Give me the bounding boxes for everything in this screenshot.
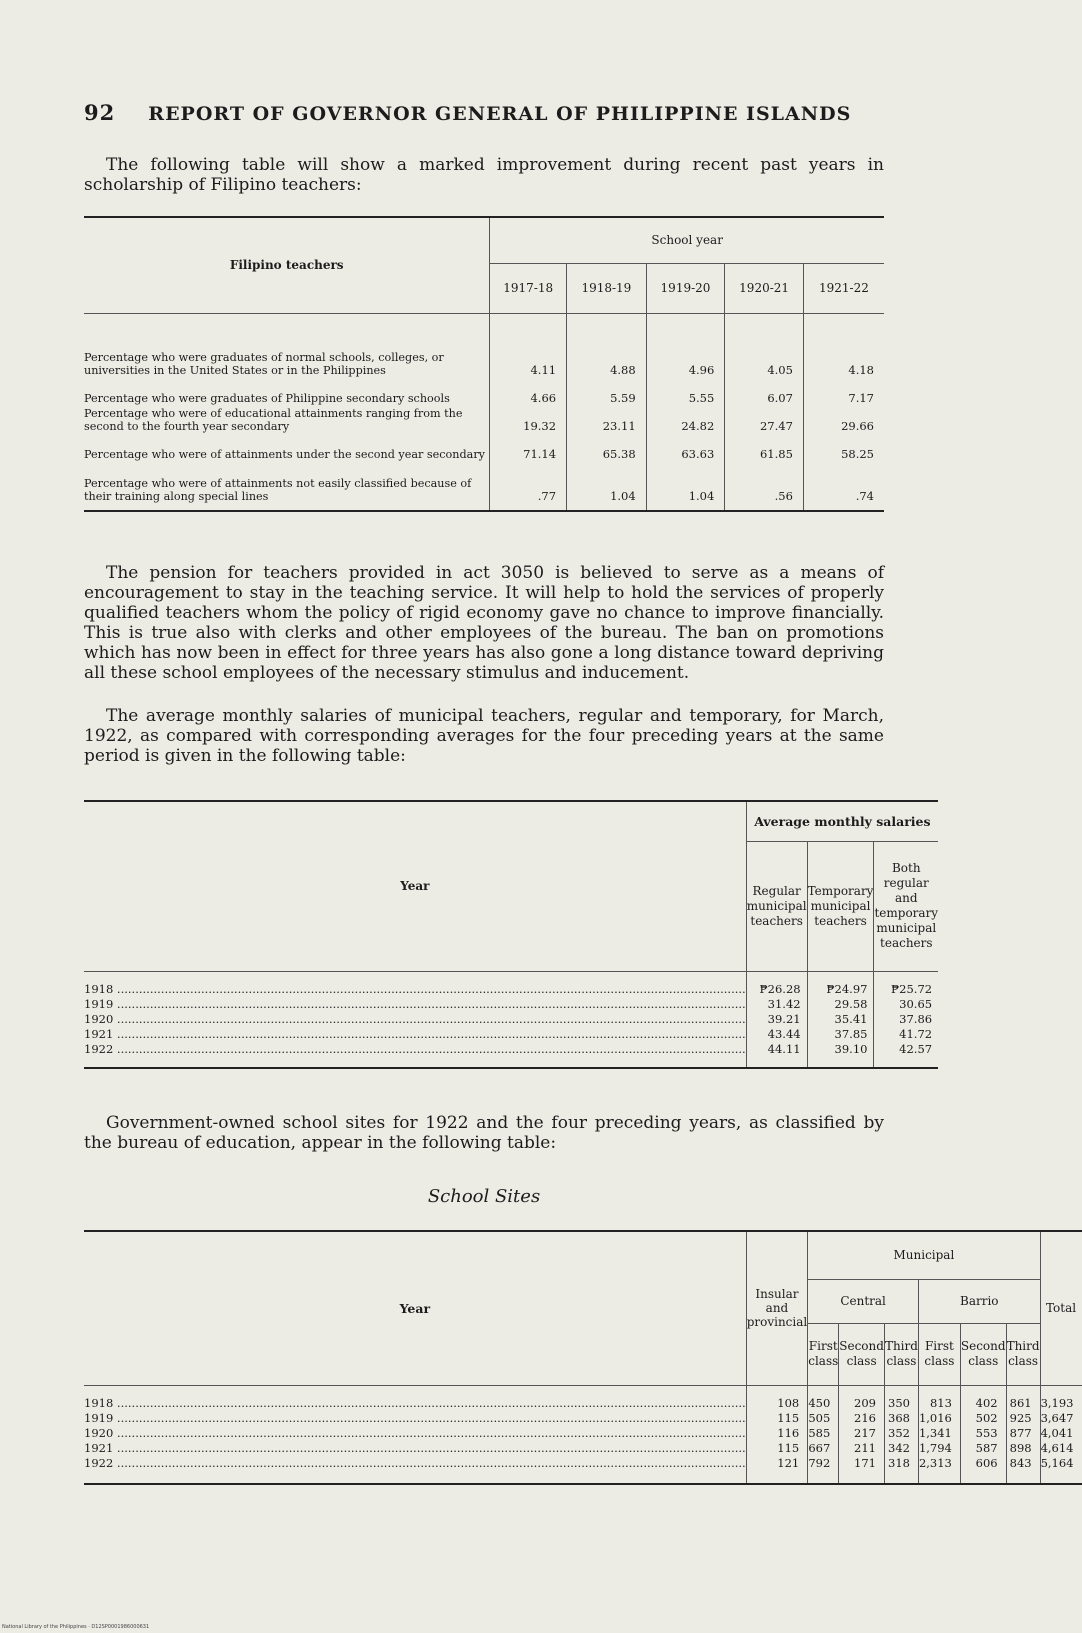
row-year: 1922 .....: [84, 1041, 746, 1056]
cell-value: 505: [808, 1410, 839, 1425]
cell-value: 352: [884, 1425, 918, 1440]
column-header: Regular municipal teachers: [746, 841, 807, 971]
cell-value: 4.66: [490, 377, 567, 405]
row-year: 1919 .....: [84, 996, 746, 1011]
cell-value: 4.18: [803, 327, 884, 377]
insular-header: Insular and provincial: [746, 1231, 808, 1385]
table-row: [84, 1425, 1082, 1440]
cell-value: 209: [839, 1395, 885, 1410]
cell-value: 37.85: [807, 1026, 874, 1041]
cell-value: 63.63: [646, 433, 725, 461]
cell-value: 37.86: [874, 1011, 938, 1026]
cell-value: .77: [490, 461, 567, 503]
year-header: 1918-19: [567, 263, 647, 313]
cell-value: 29.58: [807, 996, 874, 1011]
cell-value: 27.47: [725, 405, 804, 433]
table-row: [84, 1011, 938, 1026]
year-header: 1920-21: [725, 263, 804, 313]
cell-value: 4.05: [725, 327, 804, 377]
class-header: First class: [918, 1323, 960, 1385]
row-year: 1919 .....: [84, 1410, 746, 1425]
barrio-header: Barrio: [918, 1279, 1040, 1323]
cell-value: 1,341: [918, 1425, 960, 1440]
cell-value: 29.66: [803, 405, 884, 433]
stub-header: Filipino teachers: [84, 217, 490, 313]
cell-value: 1,016: [918, 1410, 960, 1425]
cell-value: 43.44: [746, 1026, 807, 1041]
cell-value: 71.14: [490, 433, 567, 461]
cell-value: 898: [1006, 1440, 1040, 1455]
cell-value: 24.82: [646, 405, 725, 433]
cell-value: 216: [839, 1410, 885, 1425]
cell-value: 792: [808, 1455, 839, 1470]
page-number: 92: [84, 100, 116, 125]
cell-value: 318: [884, 1455, 918, 1470]
table-row: [84, 996, 938, 1011]
row-year: 1922 .....: [84, 1455, 746, 1470]
row-year: 1920 .....: [84, 1011, 746, 1026]
cell-value: 350: [884, 1395, 918, 1410]
table-caption: School Sites: [427, 1186, 541, 1207]
cell-value: 108: [746, 1395, 808, 1410]
cell-value: 450: [808, 1395, 839, 1410]
year-header: Year: [84, 1231, 746, 1385]
cell-value: ₱26.28: [746, 981, 807, 996]
cell-value: 342: [884, 1440, 918, 1455]
cell-value: 3,193: [1040, 1395, 1081, 1410]
page-header: [84, 100, 884, 125]
cell-value: 667: [808, 1440, 839, 1455]
cell-value: 41.72: [874, 1026, 938, 1041]
cell-value: 35.41: [807, 1011, 874, 1026]
cell-value: 925: [1006, 1410, 1040, 1425]
table-row: [84, 981, 938, 996]
cell-value: 65.38: [567, 433, 647, 461]
cell-value: 115: [746, 1410, 808, 1425]
cell-value: 553: [960, 1425, 1006, 1440]
table-row: [84, 1026, 938, 1041]
intro-paragraph: The following table will show a marked improvement during recent past years in scholarship of Filipino teachers:: [84, 155, 884, 195]
row-year: 1921 .....: [84, 1440, 746, 1455]
year-header: 1919-20: [646, 263, 725, 313]
cell-value: 4,614: [1040, 1440, 1081, 1455]
cell-value: 4.11: [490, 327, 567, 377]
cell-value: 58.25: [803, 433, 884, 461]
cell-value: 116: [746, 1425, 808, 1440]
cell-value: 585: [808, 1425, 839, 1440]
cell-value: 843: [1006, 1455, 1040, 1470]
row-year: 1921 .....: [84, 1026, 746, 1041]
cell-value: 877: [1006, 1425, 1040, 1440]
row-label: Percentage who were of educational attainments ranging from the second to the fourth year secondary: [84, 407, 463, 433]
cell-value: 23.11: [567, 405, 647, 433]
cell-value: 3,647: [1040, 1410, 1081, 1425]
cell-value: ₱24.97: [807, 981, 874, 996]
cell-value: 44.11: [746, 1041, 807, 1056]
cell-value: 1,794: [918, 1440, 960, 1455]
cell-value: 2,313: [918, 1455, 960, 1470]
cell-value: 368: [884, 1410, 918, 1425]
cell-value: 19.32: [490, 405, 567, 433]
cell-value: 606: [960, 1455, 1006, 1470]
column-header: Both regular and temporary municipal teachers: [874, 841, 938, 971]
cell-value: 39.10: [807, 1041, 874, 1056]
cell-value: 4.96: [646, 327, 725, 377]
cell-value: ₱25.72: [874, 981, 938, 996]
cell-value: 42.57: [874, 1041, 938, 1056]
cell-value: 4.88: [567, 327, 647, 377]
average-salaries-header: Average monthly salaries: [746, 801, 938, 841]
school-year-header: School year: [490, 217, 884, 263]
table-row: [84, 377, 884, 405]
table-row: [84, 1455, 1082, 1470]
row-label: Percentage who were of attainments under the second year secondary: [84, 447, 486, 461]
running-title: REPORT OF GOVERNOR GENERAL OF PHILIPPINE ISLANDS: [148, 103, 852, 125]
table-row: [84, 1395, 1082, 1410]
cell-value: 61.85: [725, 433, 804, 461]
teacher-scholarship-table: [84, 216, 884, 512]
cell-value: 30.65: [874, 996, 938, 1011]
year-header: 1917-18: [490, 263, 567, 313]
cell-value: 7.17: [803, 377, 884, 405]
school-sites-table: [84, 1230, 1082, 1485]
stub-header: Year: [84, 801, 746, 971]
cell-value: 813: [918, 1395, 960, 1410]
sites-paragraph: Government-owned school sites for 1922 and the four preceding years, as classified by the bureau of education, appear in the following table:: [84, 1113, 884, 1153]
row-year: 1920 .....: [84, 1425, 746, 1440]
total-header: Total: [1040, 1231, 1081, 1385]
cell-value: .56: [725, 461, 804, 503]
class-header: Third class: [884, 1323, 918, 1385]
table-row: [84, 1041, 938, 1056]
table-row: [84, 433, 884, 461]
cell-value: 39.21: [746, 1011, 807, 1026]
row-label: Percentage who were of attainments not easily classified because of their training along special lines: [84, 477, 472, 503]
cell-value: 1.04: [646, 461, 725, 503]
class-header: Second class: [960, 1323, 1006, 1385]
column-header: Temporary municipal teachers: [807, 841, 874, 971]
municipal-header: Municipal: [808, 1231, 1040, 1279]
class-header: Third class: [1006, 1323, 1040, 1385]
cell-value: 5,164: [1040, 1455, 1081, 1470]
cell-value: 171: [839, 1455, 885, 1470]
table-row: [84, 461, 884, 503]
footer-source: National Library of the Philippines · D12SP0001986000631: [2, 1624, 150, 1630]
cell-value: 861: [1006, 1395, 1040, 1410]
pension-paragraph: The pension for teachers provided in act 3050 is believed to serve as a means of encouragement to stay in the teaching service. It will help to hold the services of properly qualified teachers whom the policy of rigid economy gave no chance to improve financially. This is true also with clerks and other employees of the bureau. The ban on promotions which has now been in effect for three years has also gone a long distance toward depriving all these school employees of the necessary stimulus and inducement.: [84, 563, 884, 683]
cell-value: 5.55: [646, 377, 725, 405]
cell-value: 4,041: [1040, 1425, 1081, 1440]
row-label: Percentage who were graduates of normal schools, colleges, or universities in the United States or in the Philippines: [84, 351, 444, 377]
salaries-paragraph: The average monthly salaries of municipal teachers, regular and temporary, for March, 1922, as compared with corresponding averages for the four preceding years at the same period is given in the following table:: [84, 706, 884, 766]
row-year: 1918 .....: [84, 1395, 746, 1410]
salaries-table: [84, 800, 938, 1069]
table-row: [84, 327, 884, 377]
table-row: [84, 1440, 1082, 1455]
cell-value: 502: [960, 1410, 1006, 1425]
cell-value: 31.42: [746, 996, 807, 1011]
class-header: First class: [808, 1323, 839, 1385]
row-label: Percentage who were graduates of Philippine secondary schools: [84, 391, 450, 405]
cell-value: 211: [839, 1440, 885, 1455]
cell-value: 6.07: [725, 377, 804, 405]
class-header: Second class: [839, 1323, 885, 1385]
row-year: 1918 .....: [84, 981, 746, 996]
cell-value: .74: [803, 461, 884, 503]
cell-value: 1.04: [567, 461, 647, 503]
central-header: Central: [808, 1279, 919, 1323]
cell-value: 217: [839, 1425, 885, 1440]
cell-value: 5.59: [567, 377, 647, 405]
cell-value: 121: [746, 1455, 808, 1470]
cell-value: 587: [960, 1440, 1006, 1455]
year-header: 1921-22: [803, 263, 884, 313]
cell-value: 115: [746, 1440, 808, 1455]
table-row: [84, 405, 884, 433]
table-row: [84, 1410, 1082, 1425]
cell-value: 402: [960, 1395, 1006, 1410]
